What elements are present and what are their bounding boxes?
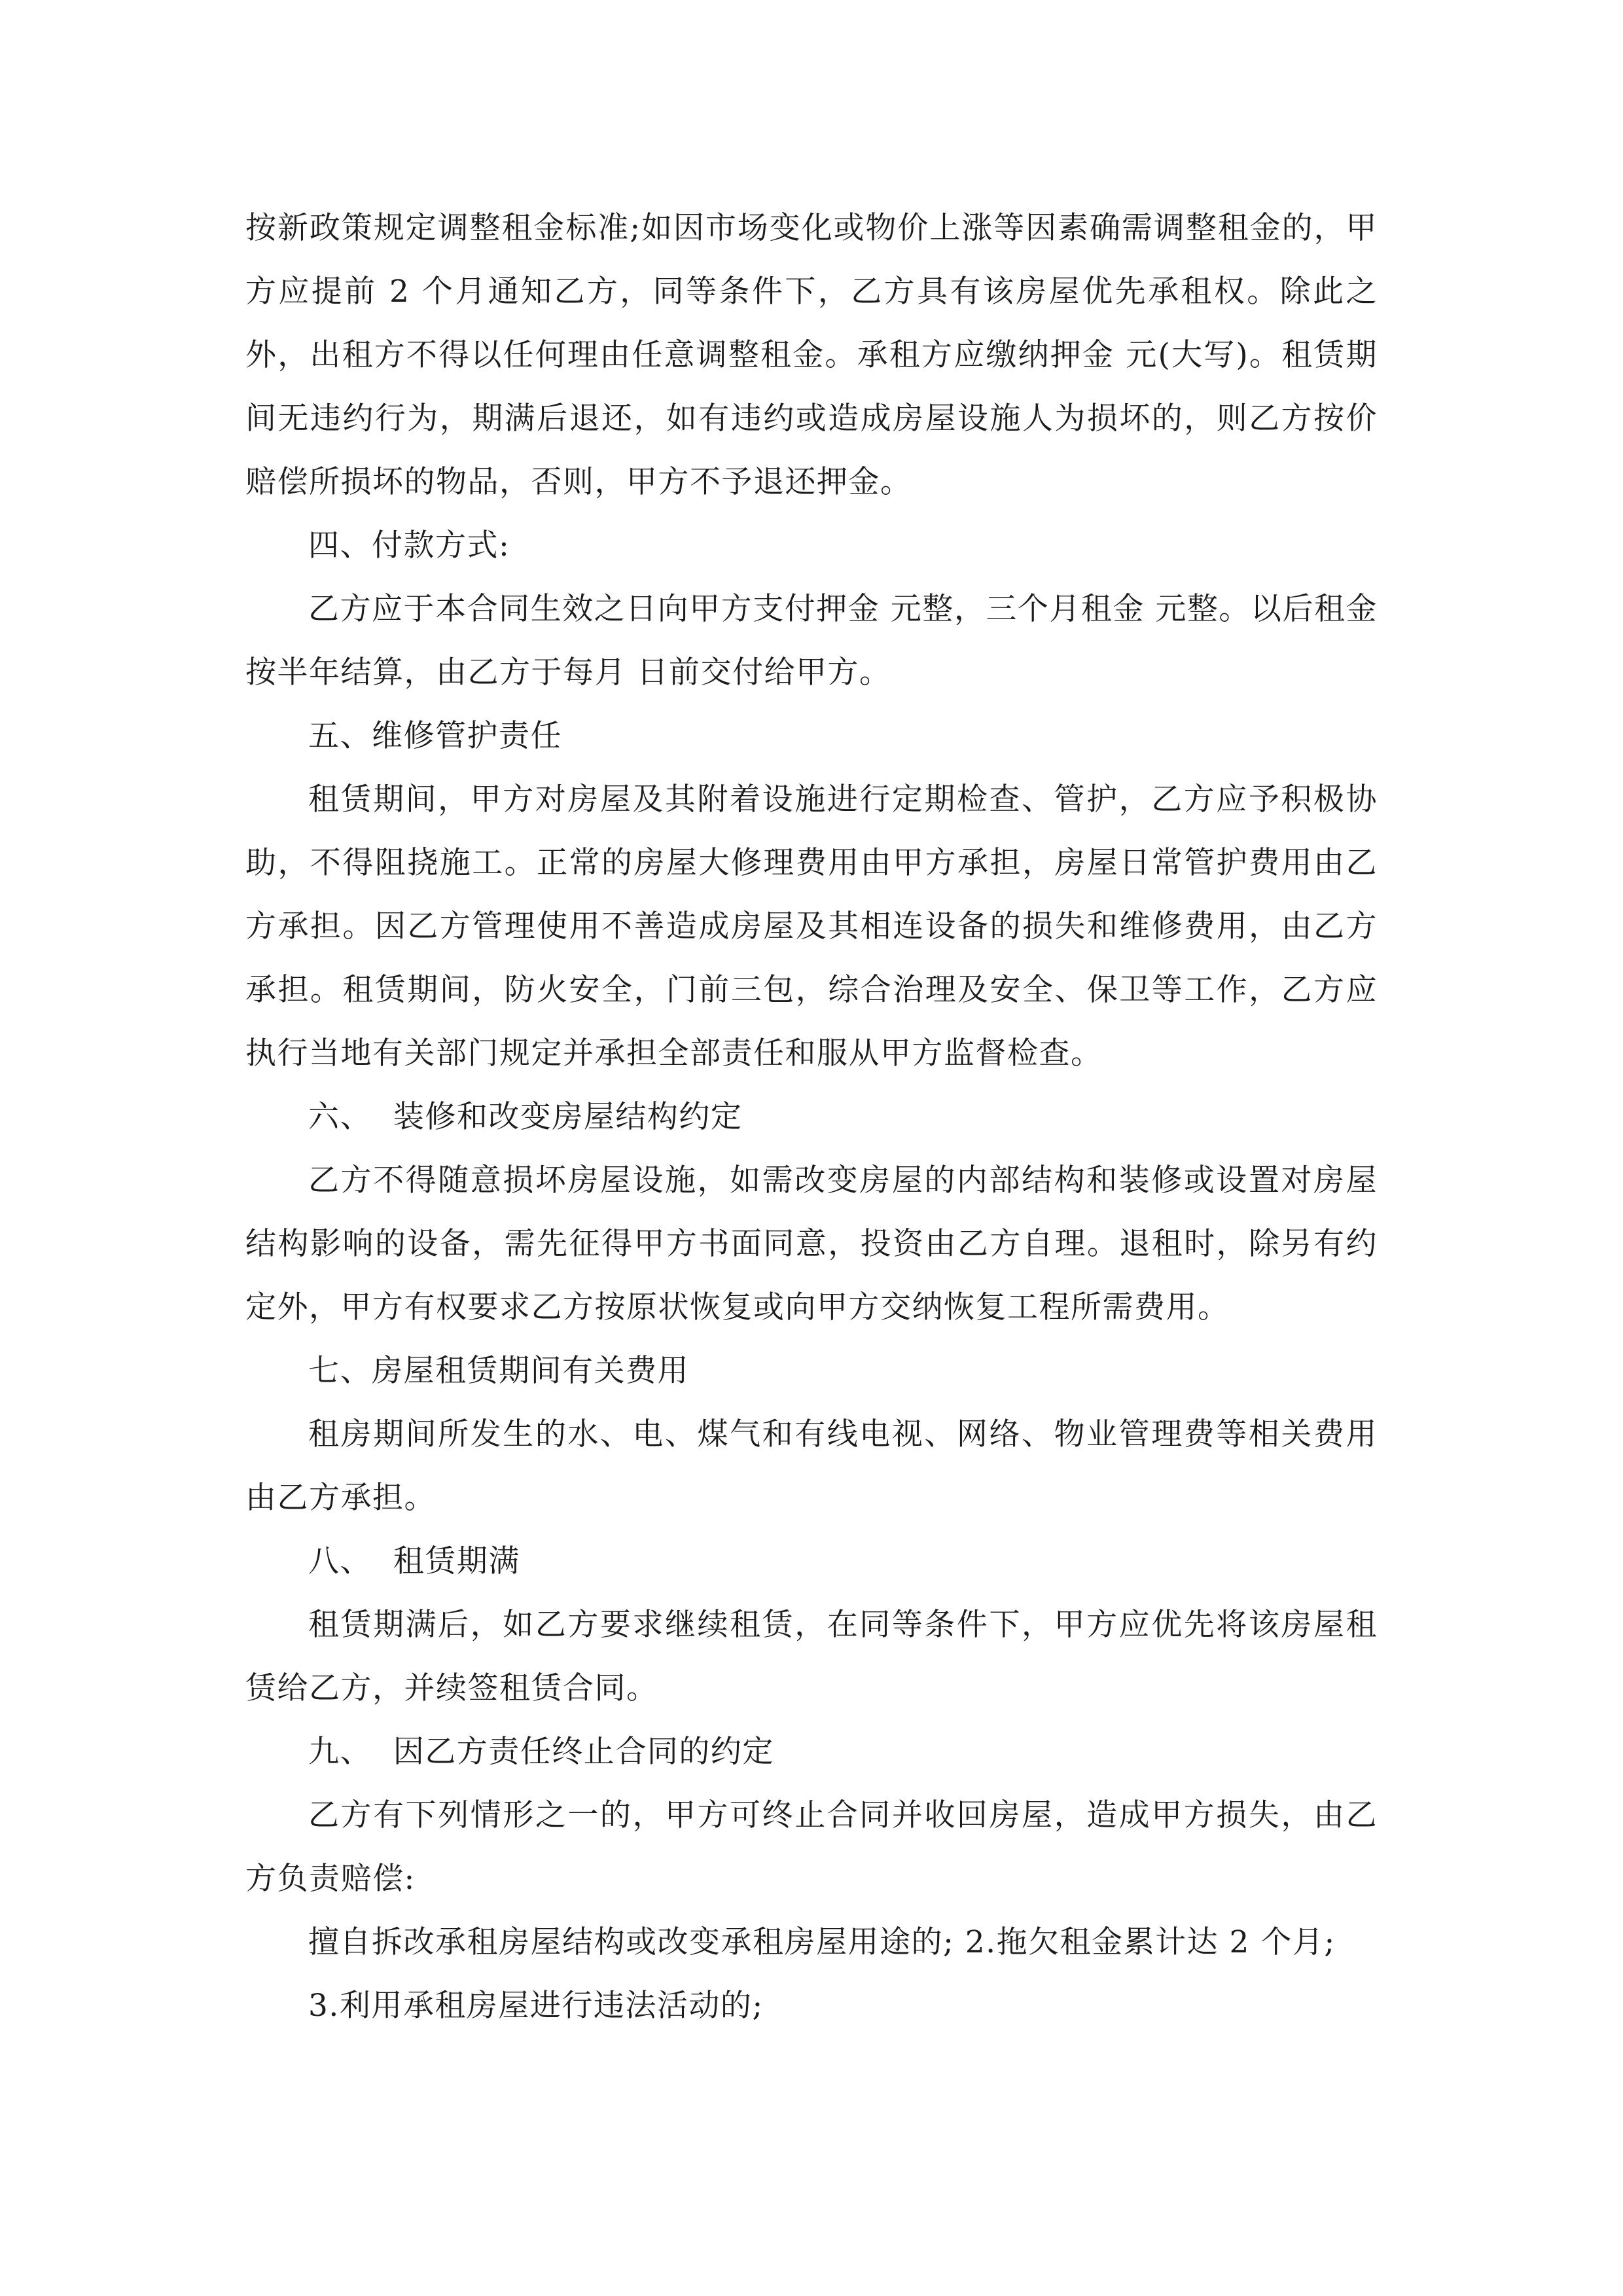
document-page bbox=[245, 196, 1378, 2037]
heading-lease-expiry: 八、 租赁期满 bbox=[308, 1543, 520, 1579]
paragraph-termination: 乙方有下列情形之一的，甲方可终止合同并收回房屋，造成甲方损失，由乙方负责赔偿: bbox=[245, 1797, 1378, 1897]
paragraph-related-fees: 租房期间所发生的水、电、煤气和有线电视、网络、物业管理费等相关费用由乙方承担。 bbox=[245, 1416, 1378, 1516]
paragraph-rent-adjustment-continued: 按新政策规定调整租金标准;如因市场变化或物价上涨等因素确需调整租金的，甲方应提前 2 个月通知乙方，同等条件下，乙方具有该房屋优先承租权。除此之外，出租方不得以任何理由任意调整租金。承租方应缴纳押金 元(大写)。租赁期间无违约行为，期满后退还，如有违约或造成房屋设施人为损坏的，则乙方按价赔偿所损坏的物品，否则，甲方不予退还押金。 bbox=[245, 210, 1378, 500]
paragraph-maintenance: 租赁期间，甲方对房屋及其附着设施进行定期检查、管护，乙方应予积极协助，不得阻挠施工。正常的房屋大修理费用由甲方承担，房屋日常管护费用由乙方承担。因乙方管理使用不善造成房屋及其相连设备的损失和维修费用，由乙方承担。租赁期间，防火安全，门前三包，综合治理及安全、保卫等工作，乙方应执行当地有关部门规定并承担全部责任和服从甲方监督检查。 bbox=[245, 781, 1378, 1071]
heading-payment-method: 四、付款方式: bbox=[308, 528, 510, 564]
heading-related-fees: 七、房屋租赁期间有关费用 bbox=[308, 1353, 689, 1389]
heading-maintenance: 五、维修管护责任 bbox=[308, 718, 562, 754]
list-item-termination-3: 3.利用承租房屋进行违法活动的; bbox=[308, 1988, 764, 2024]
list-item-termination-1-2: 擅自拆改承租房屋结构或改变承租房屋用途的; 2.拖欠租金累计达 2 个月; bbox=[308, 1924, 1336, 1960]
heading-renovation: 六、 装修和改变房屋结构约定 bbox=[308, 1099, 743, 1135]
paragraph-payment-method: 乙方应于本合同生效之日向甲方支付押金 元整，三个月租金 元整。以后租金按半年结算，由乙方于每月 日前交付给甲方。 bbox=[245, 591, 1378, 691]
heading-termination: 九、 因乙方责任终止合同的约定 bbox=[308, 1734, 774, 1770]
paragraph-renovation: 乙方不得随意损坏房屋设施，如需改变房屋的内部结构和装修或设置对房屋结构影响的设备，需先征得甲方书面同意，投资由乙方自理。退租时，除另有约定外，甲方有权要求乙方按原状恢复或向甲方交纳恢复工程所需费用。 bbox=[245, 1162, 1378, 1325]
paragraph-lease-expiry: 租赁期满后，如乙方要求继续租赁，在同等条件下，甲方应优先将该房屋租赁给乙方，并续签租赁合同。 bbox=[245, 1607, 1378, 1706]
